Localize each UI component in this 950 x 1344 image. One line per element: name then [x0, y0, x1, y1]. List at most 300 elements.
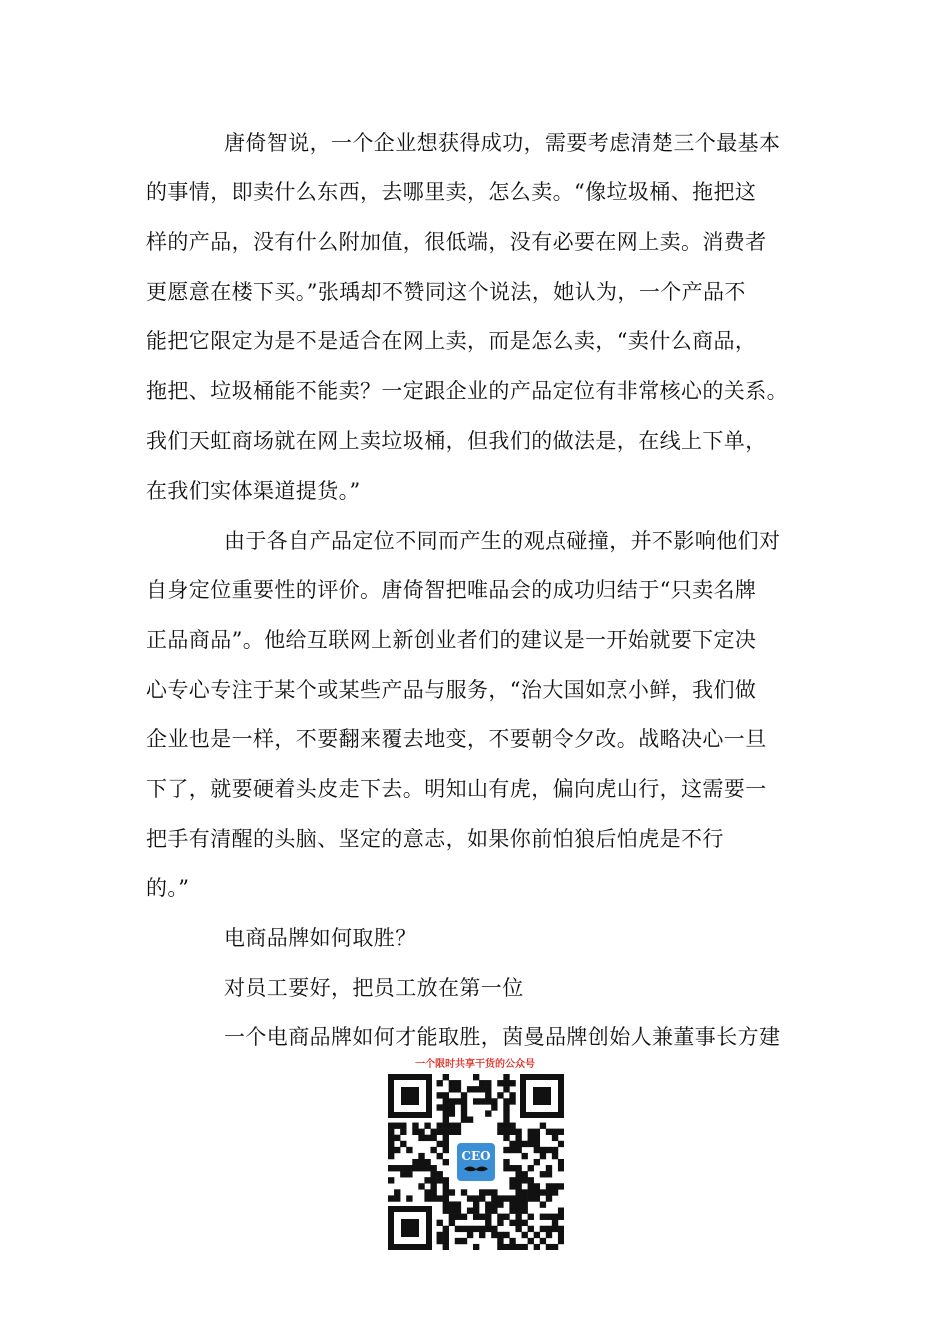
- qr-module: [522, 1244, 528, 1250]
- qr-module: [522, 1220, 528, 1226]
- qr-module: [437, 1080, 443, 1086]
- qr-module: [515, 1177, 521, 1183]
- qr-module: [534, 1141, 540, 1147]
- qr-module: [418, 1135, 424, 1141]
- paragraph-1-line-2: 的事情，即卖什么东西，去哪里卖，怎么卖。“像垃圾桶、拖把这: [146, 180, 757, 204]
- qr-module: [522, 1177, 528, 1183]
- qr-module: [473, 1214, 479, 1220]
- qr-module: [558, 1214, 564, 1220]
- qr-module: [467, 1208, 473, 1214]
- qr-caption: 一个限时共享干货的公众号: [415, 1059, 535, 1070]
- qr-module: [558, 1141, 564, 1147]
- qr-module: [546, 1244, 552, 1250]
- qr-module: [473, 1086, 479, 1092]
- qr-module: [418, 1129, 424, 1135]
- qr-module: [467, 1226, 473, 1232]
- qr-module: [443, 1092, 449, 1098]
- qr-module: [491, 1189, 497, 1195]
- qr-module: [528, 1183, 534, 1189]
- qr-module: [449, 1110, 455, 1116]
- qr-module: [412, 1123, 418, 1129]
- qr-module: [449, 1220, 455, 1226]
- qr-module: [503, 1195, 509, 1201]
- qr-module: [479, 1214, 485, 1220]
- qr-module: [528, 1226, 534, 1232]
- qr-module: [394, 1165, 400, 1171]
- qr-module: [443, 1183, 449, 1189]
- qr-module: [503, 1129, 509, 1135]
- qr-module: [528, 1135, 534, 1141]
- qr-module: [546, 1214, 552, 1220]
- qr-module: [503, 1123, 509, 1129]
- qr-module: [552, 1226, 558, 1232]
- qr-module: [503, 1165, 509, 1171]
- qr-module: [497, 1220, 503, 1226]
- qr-module: [449, 1098, 455, 1104]
- qr-module: [540, 1123, 546, 1129]
- qr-module: [534, 1195, 540, 1201]
- qr-module: [528, 1141, 534, 1147]
- qr-module: [449, 1080, 455, 1086]
- qr-module: [534, 1189, 540, 1195]
- qr-module: [497, 1129, 503, 1135]
- qr-module: [443, 1129, 449, 1135]
- qr-module: [424, 1123, 430, 1129]
- qr-module: [473, 1074, 479, 1080]
- qr-module: [400, 1129, 406, 1135]
- paragraph-1-line-4: 更愿意在楼下买。”张瑀却不赞同这个说法，她认为，一个产品不: [146, 280, 746, 304]
- qr-module: [467, 1232, 473, 1238]
- qr-module: [406, 1171, 412, 1177]
- qr-module: [534, 1129, 540, 1135]
- qr-module: [546, 1189, 552, 1195]
- qr-module: [443, 1177, 449, 1183]
- qr-module: [400, 1123, 406, 1129]
- qr-module: [455, 1080, 461, 1086]
- qr-module: [546, 1183, 552, 1189]
- qr-module: [497, 1238, 503, 1244]
- qr-code-block: [384, 1058, 566, 1256]
- qr-module: [388, 1129, 394, 1135]
- qr-module: [558, 1159, 564, 1165]
- qr-module: [497, 1195, 503, 1201]
- qr-module: [394, 1135, 400, 1141]
- qr-module: [540, 1201, 546, 1207]
- qr-module: [479, 1086, 485, 1092]
- qr-module: [540, 1153, 546, 1159]
- qr-module: [443, 1244, 449, 1250]
- qr-module: [455, 1226, 461, 1232]
- paragraph-1-line-3: 样的产品，没有什么附加值，很低端，没有必要在网上卖。消费者: [146, 230, 767, 254]
- qr-module: [424, 1159, 430, 1165]
- qr-module: [424, 1165, 430, 1171]
- qr-module: [430, 1177, 436, 1183]
- qr-module: [528, 1165, 534, 1171]
- ceo-logo: [454, 1140, 498, 1184]
- qr-module: [515, 1171, 521, 1177]
- qr-module: [522, 1195, 528, 1201]
- qr-module: [509, 1244, 515, 1250]
- qr-module: [430, 1195, 436, 1201]
- qr-module: [515, 1165, 521, 1171]
- qr-code-image: [388, 1074, 564, 1250]
- qr-module: [485, 1098, 491, 1104]
- qr-module: [503, 1074, 509, 1080]
- qr-module: [430, 1129, 436, 1135]
- qr-module: [497, 1214, 503, 1220]
- qr-module: [485, 1220, 491, 1226]
- qr-module: [528, 1129, 534, 1135]
- qr-module: [509, 1201, 515, 1207]
- qr-module: [485, 1201, 491, 1207]
- qr-module: [406, 1195, 412, 1201]
- qr-module: [461, 1189, 467, 1195]
- qr-module: [515, 1141, 521, 1147]
- qr-module: [461, 1116, 467, 1122]
- qr-module: [437, 1195, 443, 1201]
- qr-module: [430, 1135, 436, 1141]
- qr-module: [509, 1220, 515, 1226]
- qr-module: [485, 1086, 491, 1092]
- section-heading: 电商品牌如何取胜？: [224, 926, 417, 950]
- qr-module: [540, 1226, 546, 1232]
- section-subheading: 对员工要好，把员工放在第一位: [224, 976, 524, 1000]
- qr-module: [558, 1129, 564, 1135]
- qr-module: [467, 1086, 473, 1092]
- paragraph-1-line-7: 我们天虹商场就在网上卖垃圾桶，但我们的做法是，在线上下单，: [146, 429, 767, 453]
- qr-module: [540, 1238, 546, 1244]
- qr-module: [509, 1080, 515, 1086]
- qr-module: [455, 1123, 461, 1129]
- qr-module: [485, 1189, 491, 1195]
- paragraph-1-line-8: 在我们实体渠道提货。”: [146, 479, 361, 503]
- paragraph-3-line-1: 一个电商品牌如何才能取胜，茵曼品牌创始人兼董事长方建: [224, 1025, 781, 1049]
- qr-module: [522, 1171, 528, 1177]
- qr-module: [503, 1214, 509, 1220]
- qr-module: [552, 1214, 558, 1220]
- qr-module: [473, 1201, 479, 1207]
- paragraph-2-line-7: 把手有清醒的头脑、坚定的意志，如果你前怕狼后怕虎是不行: [146, 827, 724, 851]
- qr-module: [479, 1195, 485, 1201]
- qr-module: [497, 1080, 503, 1086]
- qr-module: [552, 1135, 558, 1141]
- qr-module: [388, 1123, 394, 1129]
- qr-module: [515, 1183, 521, 1189]
- qr-module: [528, 1177, 534, 1183]
- qr-module: [522, 1232, 528, 1238]
- qr-module: [497, 1123, 503, 1129]
- qr-module: [491, 1232, 497, 1238]
- qr-module: [394, 1147, 400, 1153]
- qr-module: [443, 1201, 449, 1207]
- qr-module: [449, 1208, 455, 1214]
- qr-module: [461, 1098, 467, 1104]
- qr-module: [509, 1141, 515, 1147]
- qr-module: [443, 1104, 449, 1110]
- qr-module: [437, 1123, 443, 1129]
- qr-module: [491, 1201, 497, 1207]
- qr-module: [558, 1232, 564, 1238]
- paragraph-2-line-3: 正品商品”。他给互联网上新创业者们的建议是一开始就要下定决: [146, 628, 757, 652]
- qr-module: [430, 1165, 436, 1171]
- qr-module: [515, 1201, 521, 1207]
- qr-module: [437, 1092, 443, 1098]
- qr-module: [437, 1171, 443, 1177]
- qr-module: [558, 1165, 564, 1171]
- qr-module: [473, 1244, 479, 1250]
- qr-module: [461, 1238, 467, 1244]
- qr-module: [546, 1226, 552, 1232]
- qr-module: [509, 1129, 515, 1135]
- qr-module: [394, 1189, 400, 1195]
- qr-module: [437, 1141, 443, 1147]
- qr-module: [437, 1220, 443, 1226]
- qr-module: [430, 1147, 436, 1153]
- qr-module: [443, 1123, 449, 1129]
- qr-module: [552, 1153, 558, 1159]
- qr-module: [485, 1208, 491, 1214]
- paragraph-1-line-6: 拖把、垃圾桶能不能卖？一定跟企业的产品定位有非常核心的关系。: [146, 379, 788, 403]
- qr-module: [467, 1195, 473, 1201]
- qr-module: [443, 1074, 449, 1080]
- qr-module: [443, 1135, 449, 1141]
- qr-module: [540, 1147, 546, 1153]
- qr-module: [388, 1141, 394, 1147]
- qr-module: [497, 1244, 503, 1250]
- qr-module: [418, 1159, 424, 1165]
- qr-module: [491, 1226, 497, 1232]
- qr-module: [437, 1177, 443, 1183]
- qr-module: [443, 1208, 449, 1214]
- qr-module: [412, 1165, 418, 1171]
- qr-module: [491, 1208, 497, 1214]
- qr-module: [479, 1080, 485, 1086]
- qr-module: [515, 1135, 521, 1141]
- qr-module: [437, 1129, 443, 1135]
- paragraph-2-line-2: 自身定位重要性的评价。唐倚智把唯品会的成功归结于“只卖名牌: [146, 578, 757, 602]
- qr-module: [552, 1183, 558, 1189]
- paragraph-1-line-1: 唐倚智说，一个企业想获得成功，需要考虑清楚三个最基本: [224, 131, 781, 155]
- qr-module: [430, 1171, 436, 1177]
- qr-module: [534, 1183, 540, 1189]
- qr-module: [449, 1123, 455, 1129]
- qr-module: [418, 1165, 424, 1171]
- qr-module: [443, 1098, 449, 1104]
- qr-module: [546, 1129, 552, 1135]
- qr-module: [455, 1208, 461, 1214]
- qr-module: [546, 1195, 552, 1201]
- qr-module: [485, 1080, 491, 1086]
- qr-module: [540, 1214, 546, 1220]
- qr-module: [473, 1195, 479, 1201]
- paragraph-1-line-5: 能把它限定为是不是适合在网上卖，而是怎么卖，“卖什么商品，: [146, 329, 757, 353]
- qr-module: [515, 1147, 521, 1153]
- qr-module: [437, 1153, 443, 1159]
- qr-module: [509, 1098, 515, 1104]
- qr-module: [437, 1238, 443, 1244]
- qr-module: [509, 1092, 515, 1098]
- qr-module: [388, 1147, 394, 1153]
- qr-module: [503, 1098, 509, 1104]
- qr-module: [515, 1129, 521, 1135]
- qr-module: [509, 1238, 515, 1244]
- qr-module: [552, 1244, 558, 1250]
- qr-module: [509, 1177, 515, 1183]
- qr-module: [540, 1189, 546, 1195]
- qr-module: [479, 1098, 485, 1104]
- qr-module: [479, 1189, 485, 1195]
- qr-module: [503, 1116, 509, 1122]
- qr-module: [400, 1141, 406, 1147]
- qr-module: [552, 1220, 558, 1226]
- qr-module: [443, 1159, 449, 1165]
- qr-module: [503, 1159, 509, 1165]
- qr-module: [449, 1129, 455, 1135]
- qr-module: [515, 1244, 521, 1250]
- qr-module: [503, 1232, 509, 1238]
- qr-module: [509, 1165, 515, 1171]
- qr-module: [461, 1092, 467, 1098]
- qr-module: [455, 1086, 461, 1092]
- qr-module: [443, 1189, 449, 1195]
- qr-module: [467, 1116, 473, 1122]
- qr-module: [558, 1238, 564, 1244]
- qr-module: [503, 1110, 509, 1116]
- qr-module: [461, 1226, 467, 1232]
- qr-module: [437, 1232, 443, 1238]
- qr-module: [388, 1195, 394, 1201]
- qr-module: [479, 1226, 485, 1232]
- qr-module: [455, 1238, 461, 1244]
- qr-module: [497, 1201, 503, 1207]
- qr-module: [455, 1201, 461, 1207]
- qr-module: [449, 1189, 455, 1195]
- qr-module: [509, 1183, 515, 1189]
- qr-module: [449, 1214, 455, 1220]
- qr-module: [534, 1244, 540, 1250]
- paragraph-2-line-6: 下了，就要硬着头皮走下去。明知山有虎，偏向虎山行，这需要一: [146, 777, 767, 801]
- qr-module: [534, 1147, 540, 1153]
- qr-module: [528, 1195, 534, 1201]
- qr-module: [515, 1214, 521, 1220]
- qr-module: [430, 1183, 436, 1189]
- qr-module: [443, 1110, 449, 1116]
- qr-module: [534, 1135, 540, 1141]
- qr-module: [443, 1141, 449, 1147]
- qr-module: [443, 1116, 449, 1122]
- qr-module: [509, 1208, 515, 1214]
- paragraph-2-line-8: 的。”: [146, 876, 190, 900]
- qr-module: [558, 1183, 564, 1189]
- qr-module: [515, 1208, 521, 1214]
- qr-module: [528, 1189, 534, 1195]
- qr-module: [552, 1129, 558, 1135]
- paragraph-2-line-1: 由于各自产品定位不同而产生的观点碰撞，并不影响他们对: [224, 529, 781, 553]
- qr-module: [528, 1214, 534, 1220]
- qr-module: [388, 1153, 394, 1159]
- qr-module: [461, 1214, 467, 1220]
- qr-module: [473, 1226, 479, 1232]
- qr-module: [424, 1135, 430, 1141]
- qr-module: [406, 1147, 412, 1153]
- qr-module: [424, 1189, 430, 1195]
- qr-module: [534, 1159, 540, 1165]
- qr-module: [515, 1189, 521, 1195]
- qr-module: [485, 1110, 491, 1116]
- qr-module: [522, 1201, 528, 1207]
- paragraph-2-line-5: 企业也是一样，不要翻来覆去地变，不要朝令夕改。战略决心一旦: [146, 727, 767, 751]
- qr-module: [388, 1165, 394, 1171]
- qr-module: [503, 1080, 509, 1086]
- qr-module: [418, 1183, 424, 1189]
- qr-module: [485, 1226, 491, 1232]
- qr-module: [388, 1177, 394, 1183]
- logo-text: CEO: [461, 1149, 491, 1163]
- qr-module: [449, 1086, 455, 1092]
- qr-module: [546, 1232, 552, 1238]
- qr-module: [534, 1232, 540, 1238]
- qr-module: [388, 1135, 394, 1141]
- qr-module: [522, 1153, 528, 1159]
- qr-module: [455, 1129, 461, 1135]
- qr-module: [509, 1123, 515, 1129]
- qr-module: [552, 1147, 558, 1153]
- qr-module: [461, 1110, 467, 1116]
- qr-module: [418, 1153, 424, 1159]
- qr-module: [509, 1195, 515, 1201]
- qr-module: [473, 1208, 479, 1214]
- qr-module: [424, 1177, 430, 1183]
- qr-module: [503, 1244, 509, 1250]
- qr-module: [443, 1147, 449, 1153]
- qr-module: [503, 1086, 509, 1092]
- qr-module: [503, 1135, 509, 1141]
- qr-module: [509, 1147, 515, 1153]
- qr-module: [522, 1189, 528, 1195]
- qr-module: [552, 1189, 558, 1195]
- qr-module: [558, 1226, 564, 1232]
- qr-module: [430, 1189, 436, 1195]
- qr-module: [546, 1165, 552, 1171]
- qr-module: [437, 1104, 443, 1110]
- qr-module: [522, 1141, 528, 1147]
- qr-module: [449, 1201, 455, 1207]
- qr-module: [491, 1098, 497, 1104]
- qr-module: [443, 1232, 449, 1238]
- qr-module: [424, 1195, 430, 1201]
- qr-module: [540, 1171, 546, 1177]
- qr-module: [558, 1208, 564, 1214]
- qr-module: [455, 1214, 461, 1220]
- paragraph-2-line-4: 心专心专注于某个或某些产品与服务，“治大国如烹小鲜，我们做: [146, 678, 757, 702]
- qr-module: [497, 1092, 503, 1098]
- qr-module: [443, 1195, 449, 1201]
- qr-module: [515, 1220, 521, 1226]
- qr-module: [515, 1226, 521, 1232]
- qr-module: [400, 1165, 406, 1171]
- qr-module: [473, 1098, 479, 1104]
- qr-module: [394, 1123, 400, 1129]
- qr-module: [406, 1165, 412, 1171]
- qr-module: [461, 1104, 467, 1110]
- qr-module: [443, 1238, 449, 1244]
- qr-module: [546, 1171, 552, 1177]
- qr-module: [497, 1232, 503, 1238]
- qr-module: [394, 1195, 400, 1201]
- qr-module: [515, 1195, 521, 1201]
- qr-module: [400, 1171, 406, 1177]
- qr-module: [479, 1232, 485, 1238]
